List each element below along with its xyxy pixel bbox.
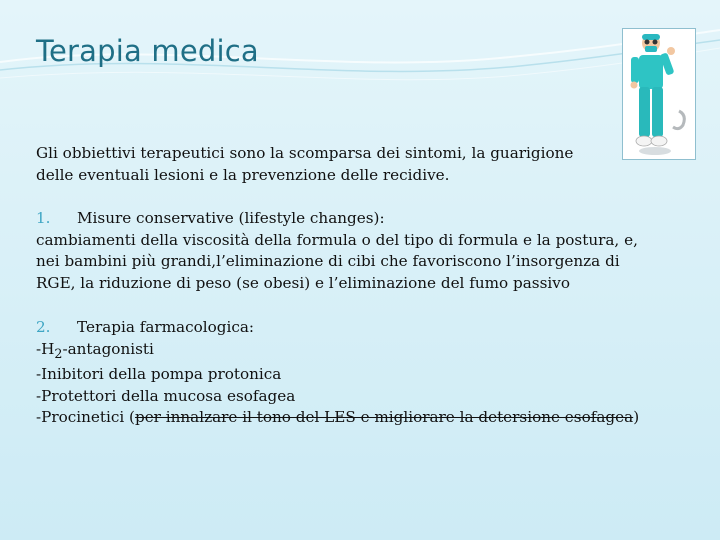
list-number: 1. [36,209,51,227]
drug-line-ppi: -Inibitori della pompa protonica [36,365,282,384]
list-heading: Terapia farmacologica: [77,318,255,336]
drug-line-protectors: -Protettori della mucosa esofagea [36,386,296,405]
list-number: 2. [36,318,51,336]
list-item-pharmacological [36,317,656,429]
list-item-text: cambiamenti della viscosità della formula o del tipo di formula e la postura, e, nei bambini più grandi,l’eliminazione di cibi che favoriscono l’insorgenza di RGE, la riduzione di peso (se obesi) e l’eliminazione del fumo passivo [36,230,638,292]
slide-title: Terapia medica [36,34,259,68]
drug-line-h2: $-H_2$-antagonisti [36,339,154,361]
doctor-figure [622,28,696,160]
list-item-lifestyle [36,208,656,294]
drug-line-prokinetics: -Procinetici (per innalzare il tono del LES e migliorare la detersione esofagea) [36,408,640,427]
list-heading: Misure conservative (lifestyle changes): [77,209,385,227]
doctor-icon [623,29,695,159]
intro-paragraph: Gli obbiettivi terapeutici sono la scomparsa dei sintomi, la guarigione delle eventuali lesioni e la prevenzione delle recidive. [36,144,574,184]
struck-text: per innalzare il tono del LES e migliorare la detersione esofagea [134,408,634,427]
